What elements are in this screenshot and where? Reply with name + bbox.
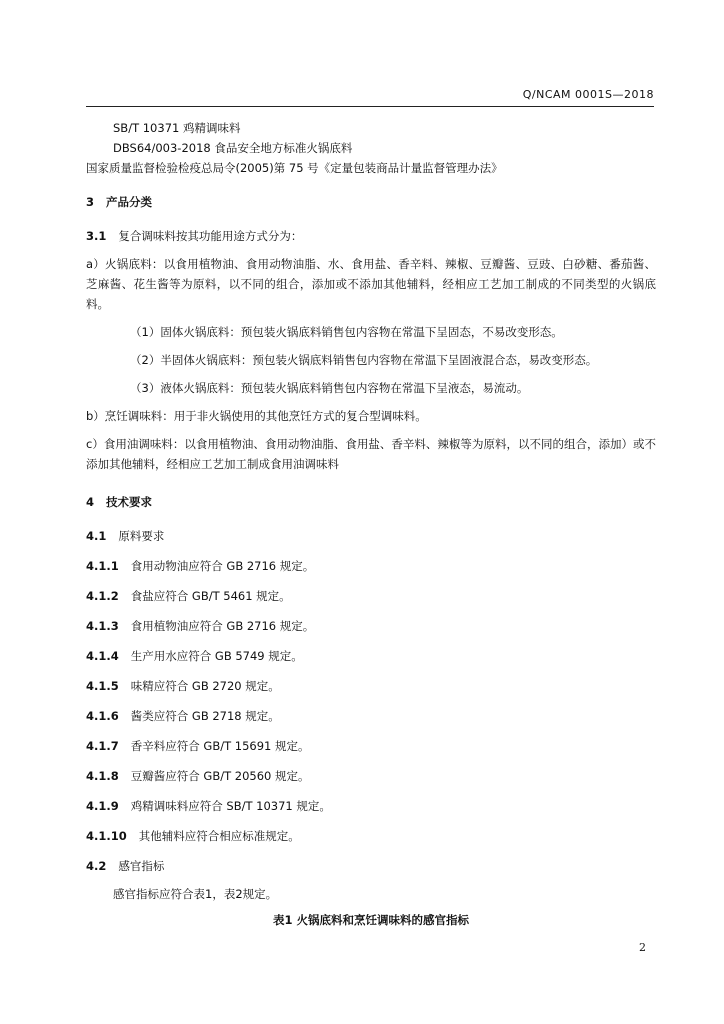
requirement-text: 鸡精调味料应符合 SB/T 10371 规定。 bbox=[130, 799, 331, 813]
requirement-text: 食用植物油应符合 GB 2716 规定。 bbox=[130, 619, 315, 633]
header-rule bbox=[86, 106, 654, 107]
requirement-item bbox=[86, 616, 656, 636]
requirements-list bbox=[86, 556, 656, 846]
item-b-cooking-seasoning: b）烹饪调味料：用于非火锅使用的其他烹饪方式的复合型调味料。 bbox=[86, 409, 427, 423]
reference-1: SB/T 10371 鸡精调味料 bbox=[113, 121, 241, 135]
clause-text: 复合调味料按其功能用途方式分为： bbox=[118, 229, 303, 243]
reference-2: DBS64/003-2018 食品安全地方标准火锅底料 bbox=[113, 141, 353, 155]
clause-number: 3.1 bbox=[86, 229, 107, 243]
sub-item-3: （3）液体火锅底料：预包装火锅底料销售包内容物在常温下呈液态，易流动。 bbox=[130, 381, 529, 395]
document-body bbox=[86, 118, 656, 930]
sub-item-1: （1）固体火锅底料：预包装火锅底料销售包内容物在常温下呈固态，不易改变形态。 bbox=[130, 325, 563, 339]
requirement-number: 4.1.8 bbox=[86, 769, 119, 783]
requirement-item bbox=[86, 826, 656, 846]
clause-number: 4.2 bbox=[86, 859, 107, 873]
requirement-text: 香辛料应符合 GB/T 15691 规定。 bbox=[130, 739, 310, 753]
requirement-item bbox=[86, 646, 656, 666]
requirement-item bbox=[86, 796, 656, 816]
requirement-item bbox=[86, 586, 656, 606]
page-number: 2 bbox=[639, 941, 646, 954]
requirement-number: 4.1.1 bbox=[86, 559, 119, 573]
requirement-number: 4.1.2 bbox=[86, 589, 119, 603]
requirement-number: 4.1.9 bbox=[86, 799, 119, 813]
clause-4-2 bbox=[86, 856, 656, 876]
clause-title: 原料要求 bbox=[118, 529, 165, 543]
section-number: 4 bbox=[86, 495, 95, 509]
requirement-number: 4.1.5 bbox=[86, 679, 119, 693]
table-1-title: 表1 火锅底料和烹饪调味料的感官指标 bbox=[272, 913, 469, 927]
item-a-hotpot-base: a）火锅底料：以食用植物油、食用动物油脂、水、食用盐、香辛料、辣椒、豆瓣酱、豆豉、白砂糖、番茄酱、芝麻酱、花生酱等为原料，以不同的组合，添加或不添加其他辅料，经相应工艺加工制成的不同类型的火锅底料。 bbox=[86, 257, 656, 311]
sub-item-2: （2）半固体火锅底料：预包装火锅底料销售包内容物在常温下呈固液混合态，易改变形态。 bbox=[130, 353, 598, 367]
section-title: 产品分类 bbox=[106, 195, 153, 209]
requirement-text: 酱类应符合 GB 2718 规定。 bbox=[130, 709, 280, 723]
requirement-text: 其他辅料应符合相应标准规定。 bbox=[138, 829, 300, 843]
reference-3: 国家质量监督检验检疫总局令(2005)第 75 号《定量包装商品计量监督管理办法》 bbox=[86, 161, 503, 175]
item-c-oil-seasoning: c）食用油调味料：以食用植物油、食用动物油脂、食用盐、香辛料、辣椒等为原料，以不同的组合，添加）或不添加其他辅料，经相应工艺加工制成食用油调味料 bbox=[86, 437, 656, 471]
clause-number: 4.1 bbox=[86, 529, 107, 543]
requirement-item bbox=[86, 556, 656, 576]
requirement-item bbox=[86, 676, 656, 696]
requirement-number: 4.1.10 bbox=[86, 829, 127, 843]
section-title: 技术要求 bbox=[106, 495, 153, 509]
requirement-number: 4.1.3 bbox=[86, 619, 119, 633]
clause-4-1 bbox=[86, 526, 656, 546]
section-4-heading bbox=[86, 492, 656, 512]
section-number: 3 bbox=[86, 195, 95, 209]
sensory-note: 感官指标应符合表1，表2规定。 bbox=[113, 887, 278, 901]
requirement-text: 豆瓣酱应符合 GB/T 20560 规定。 bbox=[130, 769, 310, 783]
requirement-text: 食盐应符合 GB/T 5461 规定。 bbox=[130, 589, 291, 603]
requirement-text: 食用动物油应符合 GB 2716 规定。 bbox=[130, 559, 315, 573]
requirement-number: 4.1.6 bbox=[86, 709, 119, 723]
requirement-number: 4.1.4 bbox=[86, 649, 119, 663]
requirement-item bbox=[86, 706, 656, 726]
section-3-heading bbox=[86, 192, 656, 212]
requirement-text: 生产用水应符合 GB 5749 规定。 bbox=[130, 649, 303, 663]
document-code: Q/NCAM 0001S—2018 bbox=[522, 88, 654, 101]
requirement-item bbox=[86, 736, 656, 756]
clause-3-1 bbox=[86, 226, 656, 246]
clause-title: 感官指标 bbox=[118, 859, 165, 873]
requirement-item bbox=[86, 766, 656, 786]
requirement-number: 4.1.7 bbox=[86, 739, 119, 753]
requirement-text: 味精应符合 GB 2720 规定。 bbox=[130, 679, 280, 693]
